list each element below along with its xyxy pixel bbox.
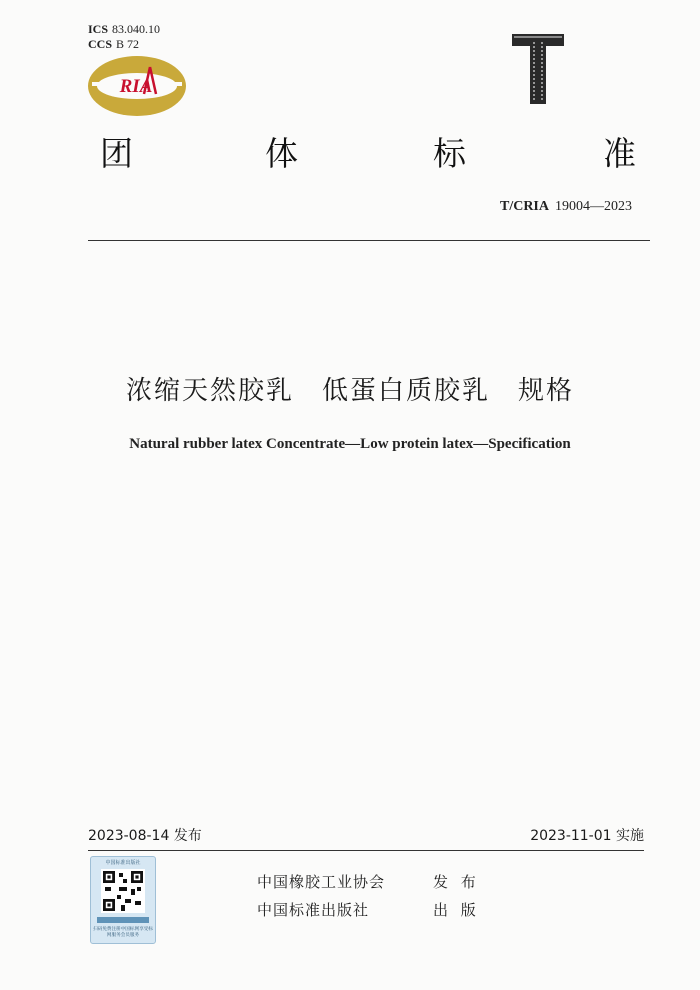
ccs-code: CCS B 72 bbox=[88, 37, 140, 51]
qr-top-caption: 中国标准出版社 bbox=[105, 860, 141, 866]
document-title-en: Natural rubber latex Concentrate—Low protein latex—Specification bbox=[129, 436, 571, 452]
svg-text:T: T bbox=[537, 84, 539, 85]
publisher-name-1: 中国橡胶工业协会 bbox=[257, 873, 386, 891]
qr-code-card[interactable] bbox=[90, 856, 156, 944]
category-letter-t bbox=[512, 34, 564, 104]
cria-logo bbox=[86, 54, 188, 118]
publisher-name-2: 中国标准出版社 bbox=[257, 901, 370, 919]
title-char: 团 bbox=[100, 134, 133, 173]
publisher-action-1: 发 布 bbox=[433, 873, 480, 891]
publisher-action-2: 出 版 bbox=[433, 901, 480, 919]
logo-text: RIA bbox=[119, 76, 153, 97]
publish-date: 2023-08-14 发布 bbox=[88, 828, 202, 844]
effective-date: 2023-11-01 实施 bbox=[530, 828, 644, 844]
classification-codes bbox=[88, 22, 160, 52]
title-char: 准 bbox=[603, 134, 636, 173]
title-char: 标 bbox=[433, 134, 466, 173]
footer-divider bbox=[88, 850, 644, 851]
title-char: 体 bbox=[265, 134, 298, 173]
qr-code-icon bbox=[101, 869, 145, 913]
standard-number: T/CRIA 19004—2023 bbox=[499, 199, 632, 214]
standard-category-title bbox=[100, 128, 640, 172]
header-divider bbox=[88, 240, 650, 241]
qr-bottom-caption: 扫码免费注册中国标网享受标网服务会员服务 bbox=[93, 927, 153, 938]
document-title-cn: 浓缩天然胶乳 低蛋白质胶乳 规格 bbox=[125, 376, 574, 406]
ics-code: ICS 83.040.10 bbox=[88, 22, 161, 36]
qr-band bbox=[97, 917, 149, 923]
